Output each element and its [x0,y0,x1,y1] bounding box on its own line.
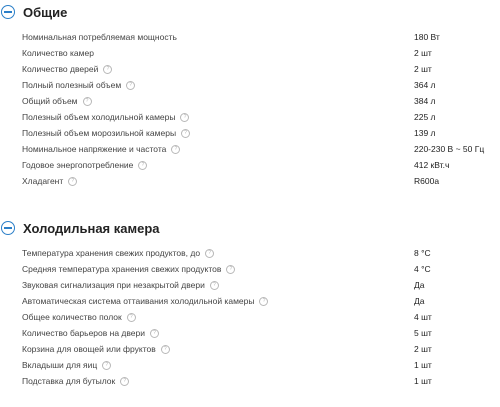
question-circle-icon[interactable]: ? [138,161,147,170]
spec-row [0,157,500,173]
spec-row [0,93,500,109]
question-circle-icon[interactable]: ? [181,129,190,138]
spec-row [0,141,500,157]
spec-label [22,80,414,90]
spec-value: 384 л [414,96,436,106]
spec-label-text: Номинальное напряжение и частота [22,144,167,154]
spec-label-text: Звуковая сигнализация при незакрытой двери [22,280,205,290]
spec-label [22,376,414,386]
minus-circle-icon[interactable] [1,221,15,235]
question-circle-icon[interactable]: ? [150,329,159,338]
spec-value: 1 шт [414,376,432,386]
spec-row [0,277,500,293]
spec-label [22,160,414,170]
spec-label [22,48,414,58]
spec-value: 220-230 В ~ 50 Гц [414,144,485,154]
section-title: Общие [23,4,68,20]
spec-label-text: Полезный объем холодильной камеры [22,112,176,122]
spec-label-text: Полный полезный объем [22,80,122,90]
question-circle-icon[interactable]: ? [259,297,268,306]
spec-row [0,77,500,93]
minus-circle-icon[interactable] [1,5,15,19]
question-circle-icon[interactable]: ? [226,265,235,274]
spec-label-text: Количество камер [22,48,94,58]
spec-row [0,125,500,141]
spec-value: R600a [414,176,440,186]
question-circle-icon[interactable]: ? [83,97,92,106]
spec-value: Да [414,296,425,306]
spec-row [0,325,500,341]
spec-value: 5 шт [414,328,432,338]
spec-label [22,248,414,258]
spec-row [0,45,500,61]
section-title: Холодильная камера [23,220,160,236]
spec-label [22,144,414,154]
spec-row [0,341,500,357]
spec-value: 2 шт [414,344,432,354]
spec-label [22,296,414,306]
spec-value: 139 л [414,128,436,138]
spec-value: 1 шт [414,360,432,370]
spec-label-text: Автоматическая система оттаивания холодильной камеры [22,296,255,306]
spec-row [0,373,500,389]
question-circle-icon[interactable]: ? [161,345,170,354]
spec-label [22,264,414,274]
spec-label [22,176,414,186]
spec-label-text: Подставка для бутылок [22,376,116,386]
spec-label-text: Количество дверей [22,64,99,74]
section-header-general[interactable] [0,2,67,22]
spec-label-text: Средняя температура хранения свежих продуктов [22,264,222,274]
spec-label [22,360,414,370]
spec-label-text: Хладагент [22,176,64,186]
question-circle-icon[interactable]: ? [210,281,219,290]
spec-value: Да [414,280,425,290]
section-header-fridge-compartment[interactable] [0,218,160,238]
spec-row [0,29,500,45]
question-circle-icon[interactable]: ? [103,65,112,74]
spec-label [22,64,414,74]
question-circle-icon[interactable]: ? [127,313,136,322]
spec-label-text: Номинальная потребляемая мощность [22,32,177,42]
spec-row [0,173,500,189]
question-circle-icon[interactable]: ? [68,177,77,186]
spec-value: 2 шт [414,48,432,58]
spec-list-fridge-compartment [0,245,500,389]
spec-label [22,32,414,42]
spec-row [0,61,500,77]
spec-value: 4 шт [414,312,432,322]
question-circle-icon[interactable]: ? [120,377,129,386]
spec-value: 412 кВт.ч [414,160,450,170]
spec-label [22,128,414,138]
spec-row [0,293,500,309]
spec-label [22,96,414,106]
spec-label [22,112,414,122]
spec-label [22,328,414,338]
spec-value: 225 л [414,112,436,122]
spec-label-text: Вкладыши для яиц [22,360,98,370]
question-circle-icon[interactable]: ? [171,145,180,154]
spec-label-text: Годовое энергопотребление [22,160,134,170]
spec-row [0,109,500,125]
spec-row [0,357,500,373]
spec-label [22,280,414,290]
spec-label-text: Общее количество полок [22,312,122,322]
spec-label-text: Количество барьеров на двери [22,328,145,338]
spec-label [22,344,414,354]
spec-label-text: Общий объем [22,96,78,106]
spec-row [0,261,500,277]
question-circle-icon[interactable]: ? [102,361,111,370]
spec-label-text: Полезный объем морозильной камеры [22,128,177,138]
spec-row [0,245,500,261]
question-circle-icon[interactable]: ? [205,249,214,258]
question-circle-icon[interactable]: ? [126,81,135,90]
spec-label-text: Температура хранения свежих продуктов, до [22,248,201,258]
spec-list-general [0,29,500,189]
spec-label-text: Корзина для овощей или фруктов [22,344,156,354]
spec-row [0,309,500,325]
spec-label [22,312,414,322]
question-circle-icon[interactable]: ? [180,113,189,122]
spec-value: 364 л [414,80,436,90]
spec-value: 4 °C [414,264,431,274]
spec-value: 8 °C [414,248,431,258]
spec-value: 2 шт [414,64,432,74]
spec-value: 180 Вт [414,32,440,42]
